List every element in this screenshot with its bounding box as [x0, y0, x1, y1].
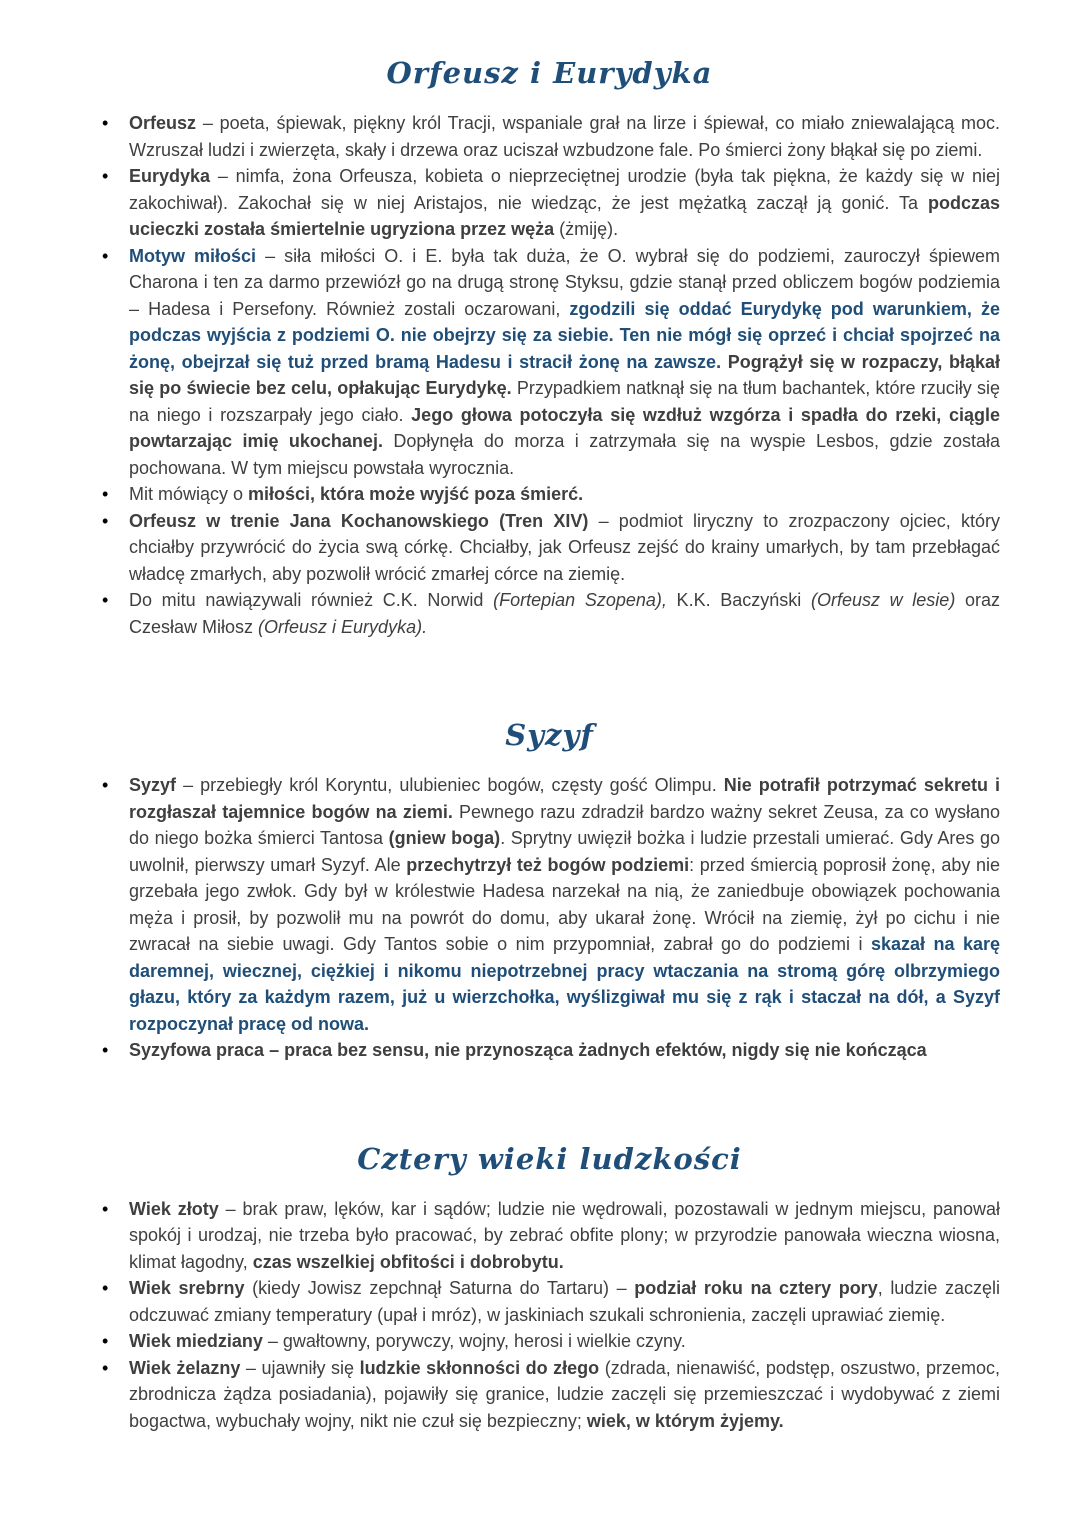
text-segment: (Orfeusz i Eurydyka). [258, 616, 428, 637]
text-segment: (gniew boga) [388, 828, 501, 848]
text-segment: miłości, która może wyjść poza śmierć. [248, 484, 584, 504]
text-segment: – siła miłości O. i E. była tak duża, że O. wybrał się do podziemi, zauroczył śpiewem Charona i ten za darmo przewiózł go na drugą stronę Styksu, gdzie stanął przed obliczem bogów podziemia – Hadesa i Persefony. Również zostali oczarowani, [129, 245, 1000, 319]
bullet-item [99, 110, 1000, 163]
text-segment: (żmiję). [554, 219, 619, 239]
text-segment: – podmiot liryczny to zrozpaczony ojciec, który chciałby przywrócić do życia swą córkę. Chciałby, jak Orfeusz zejść do krainy umarłych, by tam przebłagać władcę zmarłych, aby pozwolił wrócić zmarłej córce na ziemię. [129, 510, 1000, 584]
text-segment: podział roku na cztery pory [634, 1278, 878, 1298]
section-syzyf [99, 718, 1000, 1064]
text-segment: czas wszelkiej obfitości i dobrobytu. [252, 1251, 564, 1272]
section-cztery-wieki-ludzkosci [99, 1142, 1000, 1435]
text-segment: Mit mówiący o [129, 484, 249, 504]
text-segment: Jego głowa potoczyła się wzdłuż wzgórza i spadła do rzeki, ciągle powtarzając imię ukochanej. [129, 404, 1000, 451]
bullet-item [99, 481, 1000, 508]
text-segment: Nie potrafił potrzymać sekretu i rozgłaszał tajemnice bogów na ziemi. [129, 775, 1001, 822]
section-title: Orfeusz i Eurydyka [386, 56, 713, 90]
text-segment: (kiedy Jowisz zepchnął Saturna do Tartaru) – [244, 1278, 635, 1298]
bullet-item [99, 1037, 1000, 1064]
text-segment: (zdrada, nienawiść, podstęp, oszustwo, przemoc, zbrodnicza żądza posiadania), pojawiły się granice, ludzie zaczęli się przemieszczać i wydobywać z ziemi bogactwa, wybuchały wojny, nikt nie czuł się bezpieczny; [129, 1357, 1000, 1431]
text-segment: – ujawniły się [240, 1357, 360, 1378]
text-segment: zgodzili się oddać Eurydykę pod warunkiem, że podczas wyjścia z podziemi O. nie obejrzy się za siebie. Ten nie mógł się oprzeć i chciał spojrzeć na żonę, obejrzał się tuż przed bramą Hadesu i stracił żonę na zawsze. [129, 298, 1000, 372]
text-segment: (Fortepian Szopena), [493, 590, 667, 610]
text-segment: Orfeusz w trenie Jana Kochanowskiego (Tren XIV) [129, 510, 589, 531]
text-segment: . Sprytny uwięził bożka i ludzie przestali umierać. Gdy Ares go uwolnił, pierwszy umarł Syzyf. Ale [129, 828, 1000, 875]
bullet-list [99, 1196, 1000, 1435]
section-title: Syzyf [505, 718, 594, 752]
text-segment: Wiek żelazny [129, 1357, 241, 1378]
text-segment: , ludzie zaczęli odczuwać zmiany temperatury (upał i mróz), w jaskiniach szukali schronienia, zaczęli uprawiać ziemię. [129, 1278, 1000, 1325]
bullet-list [99, 110, 1000, 640]
text-segment: Motyw miłości [129, 245, 257, 266]
section-title: Cztery wieki ludzkości [357, 1141, 742, 1176]
text-segment: Wiek miedziany [129, 1331, 263, 1351]
bullet-item [99, 1275, 1000, 1328]
text-segment: Orfeusz [129, 113, 197, 133]
text-segment: Przypadkiem natknął się na tłum bachantek, które rzuciły się na niego i rozszarpały jego ciało. [129, 378, 1000, 425]
text-segment: Syzyf [129, 775, 177, 795]
text-segment: Wiek złoty [129, 1198, 219, 1219]
text-segment: : przed śmiercią poprosił żonę, aby nie grzebała jego zwłok. Gdy był w królestwie Hadesa narzekał na nią, że zaniedbuje obowiązek pochowania męża i prosił, by pozwolił mu na powrót do domu, aby ukarał żonę. Wrócił na ziemię, żył po cichu i nie zwracał na siebie uwagi. Gdy Tantos sobie o nim przypomniał, zabrał go do podziemi i [129, 854, 1000, 954]
text-segment: – nimfa, żona Orfeusza, kobieta o nieprzeciętnej urodzie (była tak piękna, że każdy się w niej zakochiwał). Zakochał się w niej Aristajos, nie wiedząc, że jest mężatką zaczął ją gonić. Ta [129, 166, 1000, 213]
bullet-item [99, 1355, 1000, 1435]
bullet-item [99, 1328, 1000, 1355]
section-orfeusz-i-eurydyka [99, 56, 1000, 640]
text-segment: Pogrążył się w rozpaczy, błąkał się po świecie bez celu, opłakując Eurydykę. [129, 351, 1000, 398]
text-segment: – poeta, śpiewak, piękny król Tracji, wspaniale grał na lirze i śpiewał, co miało zniewalającą moc. Wzruszał ludzi i zwierzęta, skały i drzewa oraz uciszał wzbudzone fale. Po śmierci żony błąkał się po ziemi. [129, 113, 1000, 160]
bullet-item [99, 587, 1000, 640]
text-segment: Do mitu nawiązywali również C.K. Norwid [129, 590, 494, 610]
bullet-item [99, 243, 1000, 482]
bullet-item [99, 163, 1000, 243]
text-segment: skazał na karę daremnej, wiecznej, ciężkiej i nikomu niepotrzebnej pracy wtaczania na stromą górę olbrzymiego głazu, który za każdym razem, już u wierzchołka, wyślizgiwał mu się z rąk i staczał na dół, a Syzyf rozpoczynał pracę od nowa. [129, 934, 1000, 1034]
text-segment: (Orfeusz w lesie) [810, 590, 956, 610]
text-segment: wiek, w którym żyjemy. [586, 1410, 784, 1431]
text-segment: podczas ucieczki została śmiertelnie ugryziona przez węża [129, 192, 1000, 239]
text-segment: oraz Czesław Miłosz [129, 590, 1001, 637]
text-segment [721, 352, 728, 372]
bullet-item [99, 508, 1000, 588]
text-segment: przechytrzył też bogów podziemi [406, 854, 690, 875]
text-segment: Pewnego razu zdradził bardzo ważny sekret Zeusa, za co wysłano do niego bożka śmierci Tantosa [129, 801, 1001, 848]
text-segment: K.K. Baczyński [666, 590, 811, 610]
text-segment: Syzyfowa praca – praca bez sensu, nie przynosząca żadnych efektów, nigdy się nie kończąca [129, 1040, 927, 1060]
text-segment: – przebiegły król Koryntu, ulubieniec bogów, częsty gość Olimpu. [176, 775, 724, 795]
document [99, 56, 1000, 1434]
text-segment: ludzkie skłonności do złego [359, 1357, 600, 1378]
bullet-item [99, 1196, 1000, 1276]
bullet-list [99, 772, 1000, 1064]
bullet-item [99, 772, 1000, 1037]
text-segment: Dopłynęła do morza i zatrzymała się na wyspie Lesbos, gdzie została pochowana. W tym miejscu powstała wyrocznia. [129, 431, 1000, 478]
text-segment: Eurydyka [129, 166, 211, 186]
text-segment: – gwałtowny, porywczy, wojny, herosi i wielkie czyny. [262, 1331, 686, 1351]
text-segment: – brak praw, lęków, kar i sądów; ludzie nie wędrowali, pozostawali w jednym miejscu, panował spokój i urodzaj, nie trzeba było pracować, by zebrać obfite plony; w przyrodzie panowała wieczna wiosna, klimat łagodny, [129, 1198, 1000, 1272]
text-segment: Wiek srebrny [129, 1278, 245, 1298]
